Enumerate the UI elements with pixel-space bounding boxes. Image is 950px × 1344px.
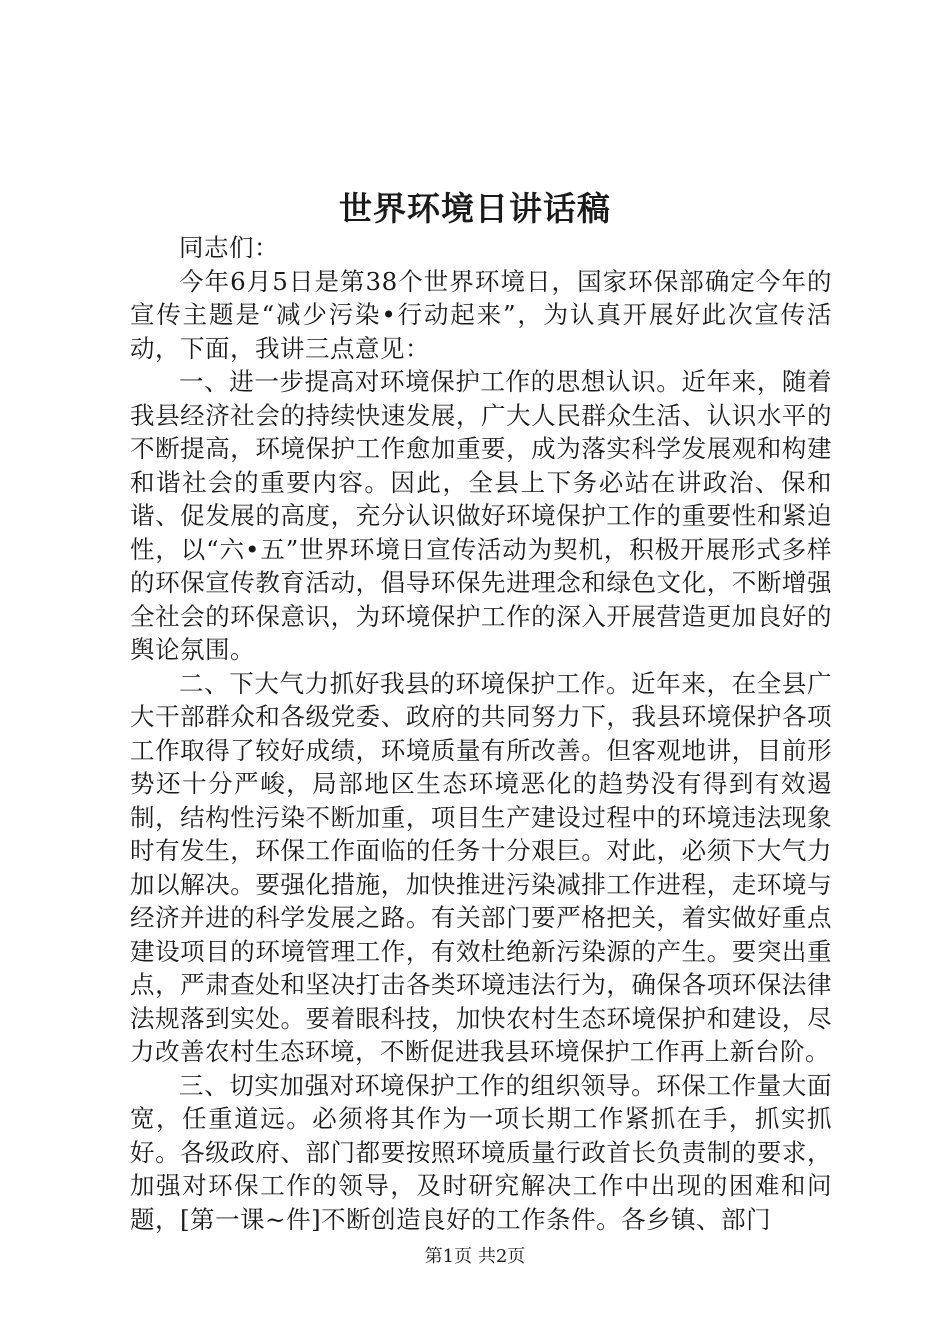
point-one-paragraph: 一、进一步提高对环境保护工作的思想认识。近年来，随着我县经济社会的持续快速发展，广大人民群众生活、认识水平的不断提高，环境保护工作愈加重要，成为落实科学发展观和构建和谐社会的重要内容。因此，全县上下务必站在讲政治、保和谐、促发展的高度，充分认识做好环境保护工作的重要性和紧迫性，以“六•五”世界环境日宣传活动为契机，积极开展形式多样的环保宣传教育活动，倡导环保先进理念和绿色文化，不断增强全社会的环保意识，为环境保护工作的深入开展营造更加良好的舆论氛围。 — [130, 367, 832, 664]
page-number-footer: 第1页 共2页 — [424, 1246, 526, 1267]
intro-paragraph: 今年6月5日是第38个世界环境日，国家环保部确定今年的宣传主题是“减少污染•行动起来”，为认真开展好此次宣传活动，下面，我讲三点意见： — [130, 266, 832, 363]
point-three-paragraph: 三、切实加强对环境保护工作的组织领导。环保工作量大面宽，任重道远。必须将其作为一项长期工作紧抓在手，抓实抓好。各级政府、部门都要按照环境质量行政首长负责制的要求，加强对环保工作的领导，及时研究解决工作中出现的困难和问题，[第一课~件]不断创造良好的工作条件。各乡镇、部门 — [130, 1070, 832, 1234]
document-body — [130, 231, 832, 1236]
point-two-paragraph: 二、下大气力抓好我县的环境保护工作。近年来，在全县广大干部群众和各级党委、政府的共同努力下，我县环境保护各项工作取得了较好成绩，环境质量有所改善。但客观地讲，目前形势还十分严峻，局部地区生态环境恶化的趋势没有得到有效遏制，结构性污染不断加重，项目生产建设过程中的环境违法现象时有发生，环保工作面临的任务十分艰巨。对此，必须下大气力加以解决。要强化措施，加快推进污染减排工作进程，走环境与经济并进的科学发展之路。有关部门要严格把关，着实做好重点建设项目的环境管理工作，有效杜绝新污染源的产生。要突出重点，严肃查处和坚决打击各类环境违法行为，确保各项环保法律法规落到实处。要着眼科技，加快农村生态环境保护和建设，尽力改善农村生态环境，不断促进我县环境保护工作再上新台阶。 — [130, 668, 832, 1066]
document-title: 世界环境日讲话稿 — [339, 189, 611, 228]
salutation: 同志们： — [179, 233, 279, 262]
